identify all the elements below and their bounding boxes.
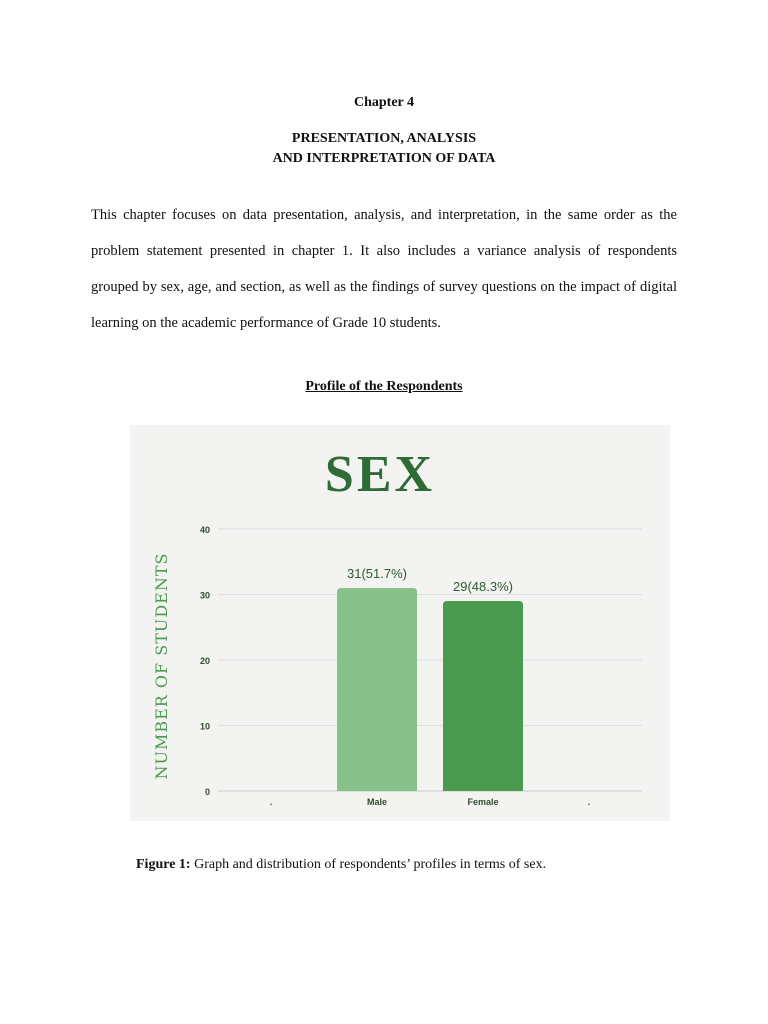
- figure-caption-label: Figure 1:: [136, 857, 191, 872]
- bar-female: [443, 601, 523, 791]
- x-tick-label-3: .: [587, 797, 591, 807]
- chart-title: SEX: [324, 446, 436, 503]
- chart-svg: [130, 425, 670, 821]
- section-title: Profile of the Respondents: [305, 379, 463, 394]
- bar-male: [337, 588, 417, 791]
- intro-paragraph: This chapter focuses on data presentation, analysis, and interpretation, in the same order as the problem statement presented in chapter 1. It also includes a variance analysis of respondents grouped by sex, age, and section, as well as the findings of survey questions on the impact of digital learning on the academic performance of Grade 10 students.: [91, 207, 677, 331]
- y-tick-label-30: 30: [199, 590, 210, 601]
- y-tick-label-20: 20: [199, 656, 210, 666]
- chart-bars: [337, 588, 523, 791]
- chapter-heading-line-2: AND INTERPRETATION OF DATA: [272, 151, 496, 166]
- chart-gridlines: [200, 525, 642, 797]
- figure-caption: [136, 857, 546, 873]
- chapter-heading: [0, 129, 768, 169]
- chapter-heading-line-1: PRESENTATION, ANALYSIS: [291, 131, 477, 146]
- y-tick-label-0: 0: [204, 787, 210, 797]
- figure-caption-text: Graph and distribution of respondents’ profiles in terms of sex.: [190, 857, 547, 872]
- sex-chart: [130, 425, 670, 821]
- data-label-female: 29(48.3%): [453, 579, 513, 595]
- chapter-number: Chapter 4: [353, 95, 415, 110]
- y-tick-label-10: 10: [199, 721, 210, 732]
- x-tick-label-1: Male: [366, 797, 388, 807]
- x-tick-label-0: .: [269, 797, 273, 807]
- y-tick-label-40: 40: [199, 525, 210, 535]
- chart-x-ticks: [270, 797, 591, 807]
- data-label-male: 31(51.7%): [347, 565, 407, 581]
- chart-y-axis-label: NUMBER OF STUDENTS: [152, 552, 171, 780]
- x-tick-label-2: Female: [467, 797, 499, 807]
